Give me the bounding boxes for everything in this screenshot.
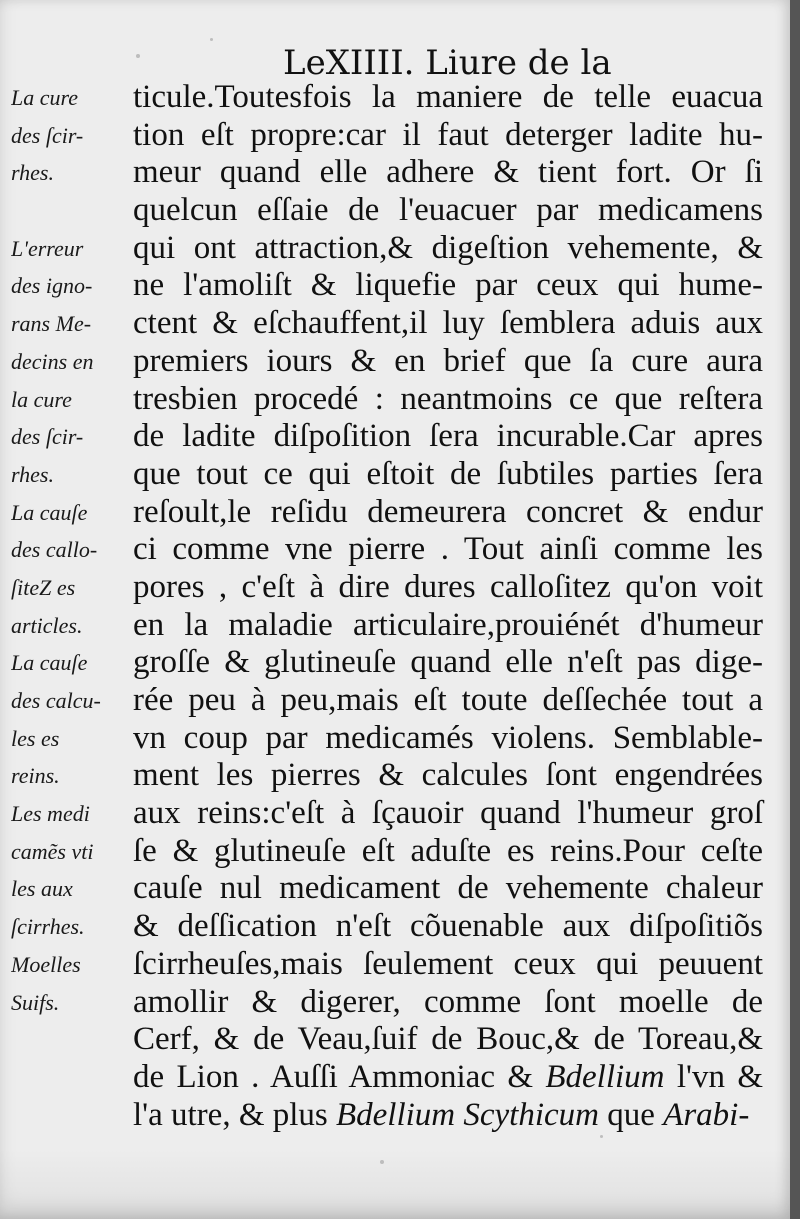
text-run: ci comme vne pierre . Tout ainſi comme les — [133, 531, 763, 568]
text-run: que tout ce qui eſtoit de ſubtiles parties ſera — [133, 455, 763, 492]
text-run: ment les pierres & calcules ſont engendrées — [133, 757, 763, 794]
margin-note-line: La cure — [11, 85, 79, 110]
paper-speck — [136, 54, 140, 58]
text-run: ticule.Toutesfois la maniere de telle euacua — [133, 79, 763, 115]
text-line — [133, 154, 763, 192]
text-run: groſſe & glutineuſe quand elle n'eſt pas dige- — [133, 644, 763, 681]
paper-speck — [380, 1160, 384, 1164]
text-run: tion eſt propre:car il faut deterger ladite hu- — [133, 116, 763, 153]
text-line — [133, 418, 763, 456]
text-run: aux reins:c'eſt à ſçauoir quand l'humeur groſ — [133, 795, 763, 832]
text-line — [133, 757, 763, 795]
text-line — [133, 456, 763, 494]
text-run: de ladite diſpoſition ſera incurable.Car apres — [133, 418, 763, 455]
margin-note-line: les es — [11, 725, 60, 751]
text-run: l'a utre, & plus — [133, 1096, 336, 1133]
text-run: en la maladie articulaire,prouiénét d'humeur — [133, 606, 763, 643]
text-line — [133, 531, 763, 569]
running-head: LeXIIII. Liure de la — [283, 43, 612, 83]
text-run: & deſſication n'eſt cõuenable aux diſpoſitiõs — [133, 908, 763, 945]
text-line — [133, 908, 763, 946]
text-line — [133, 870, 763, 908]
italic-term: Bdellium — [545, 1058, 665, 1095]
text-line — [133, 984, 763, 1022]
margin-notes — [11, 79, 129, 1021]
text-line — [133, 381, 763, 419]
text-run: pores , c'eſt à dire dures calloſitez qu'on voit — [133, 568, 763, 605]
text-run: Cerf, & de Veau,ſuif de Bouc,& de Toreau,& — [133, 1021, 763, 1058]
margin-note-line: des calcu- — [11, 688, 101, 713]
margin-note-line: camẽs vti — [11, 838, 94, 864]
text-line — [133, 795, 763, 833]
text-line — [133, 79, 763, 117]
text-run: ſcirrheuſes,mais ſeulement ceux qui peuuent — [133, 945, 763, 982]
paper-speck — [600, 1135, 603, 1138]
text-line — [133, 946, 763, 984]
margin-note-line: Suifs. — [11, 989, 60, 1015]
margin-note-line: ſcirrhes. — [11, 914, 85, 940]
margin-note-line: des callo- — [11, 537, 98, 563]
margin-note-line: la cure — [11, 386, 72, 412]
paper-speck — [210, 38, 213, 41]
text-run: tresbien procedé : neantmoins ce que reſtera — [133, 380, 763, 417]
margin-note-line — [11, 192, 129, 230]
text-line — [133, 1059, 763, 1097]
text-line — [133, 192, 763, 230]
text-line — [133, 267, 763, 305]
text-run: de Lion . Auſſi Ammoniac & — [133, 1058, 546, 1095]
text-line — [133, 1097, 763, 1135]
text-line — [133, 1021, 763, 1059]
text-run: ctent & eſchauffent,il luy ſemblera aduis aux — [133, 305, 763, 342]
margin-note-line: rhes. — [11, 160, 54, 186]
margin-note-line: Les medi — [11, 801, 90, 827]
text-run: que — [599, 1096, 664, 1133]
text-run: qui ont attraction,& digeſtion vehemente, & — [133, 229, 763, 266]
text-run: reſoult,le reſidu demeurera concret & endur — [133, 493, 763, 530]
margin-note-line: les aux — [11, 876, 73, 902]
margin-note-line: rhes. — [11, 461, 54, 487]
text-line — [133, 644, 763, 682]
text-run: l'vn & — [664, 1058, 763, 1095]
margin-note-line: des ſcir- — [11, 122, 84, 148]
text-line — [133, 117, 763, 155]
text-line — [133, 230, 763, 268]
main-text-column — [133, 79, 763, 1134]
italic-term: Bdellium Scythicum — [336, 1096, 600, 1133]
text-line — [133, 494, 763, 532]
margin-note-line: ſiteZ es — [11, 574, 76, 600]
text-line — [133, 569, 763, 607]
margin-note-line: decins en — [11, 348, 94, 374]
text-line — [133, 305, 763, 343]
text-line — [133, 833, 763, 871]
text-run: cauſe nul medicament de vehemente chaleur — [133, 870, 763, 907]
margin-note-line: Moelles — [11, 951, 81, 977]
text-run: ne l'amoliſt & liquefie par ceux qui hume- — [133, 267, 763, 304]
margin-note-line: des igno- — [11, 273, 93, 299]
margin-note-line: La cauſe — [11, 650, 88, 676]
margin-note-line: articles. — [11, 612, 83, 638]
italic-term: Arabi- — [663, 1096, 750, 1133]
text-run: premiers iours & en brief que ſa cure aura — [133, 342, 763, 379]
text-run: vn coup par medicamés violens. Semblable- — [133, 719, 763, 756]
margin-note-line: reins. — [11, 763, 60, 789]
text-line — [133, 720, 763, 758]
margin-note-line: rans Me- — [11, 311, 92, 337]
text-run: amollir & digerer, comme ſont moelle de — [133, 983, 763, 1020]
margin-note-line: L'erreur — [11, 235, 84, 261]
text-line — [133, 682, 763, 720]
page-edge — [790, 0, 800, 1219]
margin-note-line: des ſcir- — [11, 424, 84, 450]
text-run: ſe & glutineuſe eſt aduſte es reins.Pour ceſte — [133, 832, 763, 869]
text-run: quelcun eſſaie de l'euacuer par medicamens — [133, 192, 763, 229]
text-line — [133, 607, 763, 645]
text-run: rée peu à peu,mais eſt toute deſſechée tout a — [133, 682, 763, 718]
text-line — [133, 343, 763, 381]
text-run: meur quand elle adhere & tient fort. Or ſi — [133, 154, 763, 191]
margin-note-line: La cauſe — [11, 499, 88, 525]
page-shadow — [0, 1149, 792, 1219]
